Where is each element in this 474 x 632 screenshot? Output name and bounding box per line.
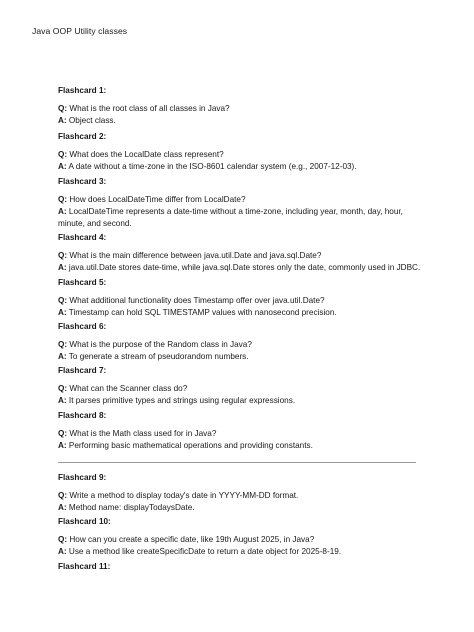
flashcard-question: [58, 534, 432, 546]
flashcard-question: [58, 149, 432, 161]
flashcard-question: [58, 428, 432, 440]
question-text: What additional functionality does Timestamp offer over java.util.Date?: [69, 296, 325, 305]
question-label: Q:: [58, 251, 68, 260]
answer-label: A:: [58, 207, 67, 216]
answer-label: A:: [58, 162, 67, 171]
answer-label: A:: [58, 263, 67, 272]
flashcard-answer: [58, 206, 432, 230]
question-label: Q:: [58, 296, 68, 305]
flashcard-answer: [58, 307, 432, 319]
flashcard-title: Flashcard 7:: [58, 366, 107, 375]
flashcard-question: [58, 383, 432, 395]
flashcard-title: Flashcard 5:: [58, 278, 107, 287]
flashcard-title: Flashcard 2:: [58, 132, 107, 141]
flashcard-question: [58, 103, 432, 115]
answer-label: A:: [58, 308, 67, 317]
flashcard-answer: [58, 115, 432, 127]
answer-text: LocalDateTime represents a date-time without a time-zone, including year, month, day, hour, minute, and second.: [58, 207, 403, 229]
question-text: How does LocalDateTime differ from LocalDate?: [69, 195, 246, 204]
answer-text: It parses primitive types and strings using regular expressions.: [68, 396, 296, 405]
flashcard-answer: [58, 546, 432, 558]
flashcard-title: Flashcard 6:: [58, 322, 107, 331]
question-text: How can you create a specific date, like 19th August 2025, in Java?: [69, 535, 315, 544]
answer-text: A date without a time-zone in the ISO-8601 calendar system (e.g., 2007-12-03).: [68, 162, 357, 171]
answer-label: A:: [58, 396, 67, 405]
flashcard-title: Flashcard 10:: [58, 517, 111, 526]
answer-label: A:: [58, 503, 67, 512]
flashcard-answer: [58, 351, 432, 363]
flashcard-answer: [58, 502, 432, 514]
flashcard-question: [58, 339, 432, 351]
answer-text: Timestamp can hold SQL TIMESTAMP values with nanosecond precision.: [68, 308, 337, 317]
answer-text: Object class.: [68, 116, 116, 125]
answer-label: A:: [58, 441, 67, 450]
question-text: What can the Scanner class do?: [69, 384, 188, 393]
question-text: What is the root class of all classes in Java?: [69, 104, 230, 113]
question-text: What does the LocalDate class represent?: [69, 150, 224, 159]
question-text: What is the Math class used for in Java?: [69, 429, 217, 438]
flashcard-title: Flashcard 8:: [58, 411, 107, 420]
flashcard-question: [58, 295, 432, 307]
flashcard-title: Flashcard 11:: [58, 562, 111, 571]
answer-label: A:: [58, 352, 67, 361]
question-label: Q:: [58, 195, 68, 204]
question-label: Q:: [58, 491, 68, 500]
question-text: Write a method to display today's date in YYYY-MM-DD format.: [69, 491, 299, 500]
answer-text: java.util.Date stores date-time, while java.sql.Date stores only the date, commonly used in JDBC.: [68, 263, 421, 272]
flashcard-answer: [58, 395, 432, 407]
question-text: What is the purpose of the Random class in Java?: [69, 340, 252, 349]
question-label: Q:: [58, 104, 68, 113]
flashcard-title: Flashcard 9:: [58, 473, 107, 482]
answer-label: A:: [58, 547, 67, 556]
flashcard-question: [58, 194, 432, 206]
answer-text: Method name: displayTodaysDate.: [68, 503, 195, 512]
document-title: Java OOP Utility classes: [32, 26, 128, 36]
answer-label: A:: [58, 116, 67, 125]
question-label: Q:: [58, 384, 68, 393]
flashcard-question: [58, 490, 432, 502]
flashcard-answer: [58, 262, 432, 274]
question-text: What is the main difference between java.util.Date and java.sql.Date?: [69, 251, 322, 260]
question-label: Q:: [58, 535, 68, 544]
question-label: Q:: [58, 340, 68, 349]
answer-text: Performing basic mathematical operations and providing constants.: [68, 441, 313, 450]
flashcard-title: Flashcard 4:: [58, 233, 107, 242]
flashcard-question: [58, 250, 432, 262]
question-label: Q:: [58, 150, 68, 159]
flashcard-answer: [58, 440, 432, 452]
flashcard-title: Flashcard 3:: [58, 177, 107, 186]
section-divider: [58, 462, 416, 463]
flashcard-answer: [58, 161, 432, 173]
question-label: Q:: [58, 429, 68, 438]
answer-text: To generate a stream of pseudorandom numbers.: [68, 352, 249, 361]
flashcard-title: Flashcard 1:: [58, 86, 107, 95]
answer-text: Use a method like createSpecificDate to return a date object for 2025-8-19.: [68, 547, 342, 556]
